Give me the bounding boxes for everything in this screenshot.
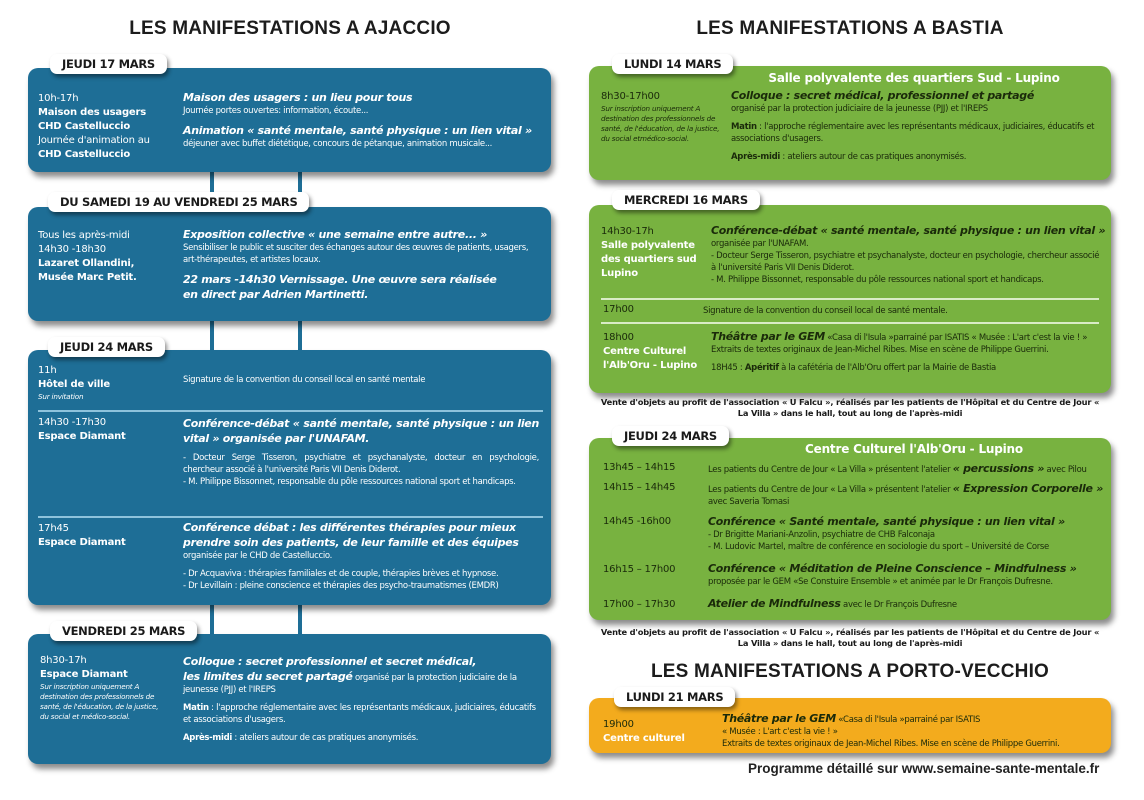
event-time: 17h00 – 17h30: [603, 599, 676, 610]
afternoon-desc: : ateliers autour de cas pratiques anonymisés.: [231, 733, 419, 743]
event-note: Sur inscription uniquement A destination des professionnels de santé, de l'éducation, de la justice, du social et médico-social.: [40, 682, 159, 721]
event-time-note: Tous les après-midi: [38, 230, 130, 241]
morning-desc: : l'approche réglementaire avec les représentants médicaux, judiciaires, éducatifs et associations d'usagers.: [731, 122, 1095, 144]
event-title: les limites du secret partagé: [183, 670, 353, 683]
event-details-right: [708, 461, 1108, 476]
event-details-left: [601, 225, 711, 281]
event-details-right: [711, 223, 1106, 286]
event-venue: Espace Diamant: [40, 669, 128, 680]
event-time: 17h00: [603, 304, 634, 315]
event-details-right: [708, 514, 1108, 553]
event-details-right: [183, 416, 539, 488]
morning-label: Matin: [183, 703, 209, 713]
event-note: Sur invitation: [38, 392, 84, 401]
event-desc: Les patients du Centre de Jour « La Villa » présentent l'atelier: [708, 465, 953, 475]
ajaccio-title: LES MANIFESTATIONS A AJACCIO: [129, 18, 451, 39]
event-speaker: - M. Ludovic Martel, maître de conférence en sociologie du sport – Université de Corse: [708, 542, 1049, 552]
afternoon-label: Après-midi: [731, 152, 780, 162]
date-tag: MERCREDI 16 MARS: [612, 190, 760, 210]
event-highlight: 22 mars -14h30 Vernissage. Une œuvre sera réalisée: [183, 273, 497, 286]
event-desc: Sensibiliser le public et susciter des échanges autour des œuvres de patients, usagers, art-thérapeutes, et artistes locaux.: [183, 243, 529, 265]
event-details-left: [38, 416, 178, 444]
event-speaker: - M. Philippe Bissonnet, responsable du pôle ressources national sport et handicaps.: [183, 477, 516, 487]
event-title: Conférence débat : les différentes thérapies pour mieux prendre soin des patients, de leur famille et des équipes: [183, 521, 519, 549]
event-time: 13h45 – 14h15: [603, 462, 676, 473]
event-speaker: - Dr Acquaviva : thérapies familiales et de couple, thérapies brèves et hypnose.: [183, 569, 499, 579]
event-desc: Les patients du Centre de Jour « La Villa » présentent l'atelier: [708, 485, 953, 495]
event-details-right: [183, 654, 543, 744]
date-tag: JEUDI 24 MARS: [48, 337, 165, 357]
aperitif-time: 18H45 :: [711, 363, 745, 373]
event-details-right: [708, 561, 1108, 588]
row-divider: [38, 516, 543, 518]
event-title: Colloque : secret professionnel et secret médical,: [183, 655, 477, 668]
event-speaker: - Dr Levillain : pleine conscience et thérapies des psycho-traumatismes (EMDR): [183, 581, 499, 591]
event-highlight: en direct par Adrien Martinetti.: [183, 288, 369, 301]
event-subtitle: « Musée : L'art c'est la vie ! »: [722, 727, 838, 737]
venue-title: Centre Culturel l'Alb'Oru - Lupino: [805, 442, 1023, 456]
event-title: Théâtre par le GEM: [711, 330, 825, 343]
event-venue: Espace Diamant: [38, 431, 126, 442]
event-time: 14h45 -16h00: [603, 516, 671, 527]
event-suffix: avec Saveria Tomasi: [708, 497, 790, 507]
event-desc: Extraits de textes originaux de Jean-Michel Ribes. Mise en scène de Philippe Guerrini.: [722, 739, 1060, 749]
event-title: Animation « santé mentale, santé physique : un lien vital »: [183, 124, 532, 137]
aperitif-desc: à la cafétéria de l'Alb'Oru offert par la Mairie de Bastia: [778, 363, 996, 373]
date-tag: DU SAMEDI 19 AU VENDREDI 25 MARS: [48, 192, 309, 212]
event-venue: Lazaret Ollandini,: [38, 258, 135, 269]
date-tag: LUNDI 14 MARS: [612, 54, 733, 74]
event-desc: Extraits de textes originaux de Jean-Michel Ribes. Mise en scène de Philippe Guerrini.: [711, 345, 1049, 355]
aperitif-label: Apéritif: [744, 363, 779, 373]
event-organizer: «Casa di l'Isula »parrainé par ISATIS « Musée : L'art c'est la vie ! »: [824, 333, 1088, 343]
event-extra: Journée d'animation au: [38, 135, 150, 146]
bastia-day-card: [589, 66, 1111, 180]
event-venue: Centre culturel: [603, 733, 685, 744]
event-title: Atelier de Mindfulness: [708, 597, 841, 610]
date-tag: JEUDI 24 MARS: [612, 426, 729, 446]
event-details-left: [40, 654, 180, 722]
bastia-day-card: [589, 205, 1111, 393]
event-time: 14h30 -18h30: [38, 244, 106, 255]
sale-note: Vente d'objets au profit de l'association « U Falcu », réalisés par les patients de l'Hôpital et du Centre de Jour « La Villa » dans le hall, tout au long de l'après-midi: [600, 627, 1100, 648]
event-title: Conférence « Méditation de Pleine Conscience – Mindfulness »: [708, 562, 1077, 575]
event-suffix: avec Pilou: [1044, 465, 1087, 475]
event-title: Colloque : secret médical, professionnel et partagé: [731, 89, 1034, 102]
event-details-left: [38, 364, 178, 402]
event-desc: organisée par l'UNAFAM.: [711, 239, 809, 249]
event-desc: Signature de la convention du conseil local de santé mentale.: [703, 306, 948, 316]
event-details-right: [183, 520, 543, 592]
bastia-title: LES MANIFESTATIONS A BASTIA: [696, 18, 1004, 39]
event-title: Théâtre par le GEM: [722, 712, 836, 725]
event-time: 8h30-17h00: [601, 91, 660, 102]
event-highlight: « Expression Corporelle »: [952, 482, 1104, 495]
event-details-right: [711, 329, 1106, 374]
afternoon-desc: : ateliers autour de cas pratiques anonymisés.: [779, 152, 967, 162]
event-desc: Journée portes ouvertes: information, écoute...: [183, 106, 369, 116]
event-desc: Signature de la convention du conseil local en santé mentale: [183, 375, 426, 385]
event-venue: Maison des usagers: [38, 107, 146, 118]
event-title: Maison des usagers : un lieu pour tous: [183, 91, 413, 104]
event-venue: CHD Castelluccio: [38, 149, 131, 160]
event-time: 14h30-17h: [601, 226, 654, 237]
event-title: Conférence « Santé mentale, santé physique : un lien vital »: [708, 515, 1065, 528]
event-highlight: « percussions »: [952, 462, 1045, 475]
event-suffix: proposée par le GEM «Se Constuire Ensemble » et animée par le Dr François Dufresne.: [708, 577, 1053, 587]
event-details-right: [708, 596, 1108, 611]
bastia-day-card: [589, 438, 1111, 620]
ajaccio-day-card: [28, 207, 551, 321]
row-divider: [601, 322, 1099, 324]
event-details-right: [722, 711, 1107, 750]
date-tag: JEUDI 17 MARS: [50, 54, 167, 74]
ajaccio-day-card: [28, 68, 551, 172]
event-details-right: [183, 227, 543, 302]
event-time: 11h: [38, 365, 57, 376]
event-venue: Salle polyvalente des quartiers sud Lupino: [601, 240, 697, 279]
afternoon-label: Après-midi: [183, 733, 232, 743]
event-speaker: - Docteur Serge Tisseron, psychiatre et psychanalyste, docteur en psychologie, chercheur associé à l'université Paris VII Denis Diderot.: [711, 251, 1100, 273]
event-note: Sur inscription uniquement A destination des professionnels de santé, de l'éducation, de la justice, du social etmédico-social.: [601, 104, 720, 143]
event-venue: Centre Culturel l'Alb'Oru - Lupino: [603, 346, 698, 371]
event-time: 8h30-17h: [40, 655, 87, 666]
event-venue: CHD Castelluccio: [38, 121, 131, 132]
event-details-right: [708, 481, 1108, 508]
event-venue: Musée Marc Petit.: [38, 272, 137, 283]
venue-title: Salle polyvalente des quartiers Sud - Lupino: [768, 71, 1060, 85]
date-tag: VENDREDI 25 MARS: [50, 621, 197, 641]
event-details-right: [183, 374, 543, 386]
ajaccio-day-card: [28, 634, 551, 764]
morning-desc: : l'approche réglementaire avec les représentants médicaux, judiciaires, éducatifs et associations d'usagers.: [183, 703, 536, 725]
morning-label: Matin: [731, 122, 757, 132]
event-time: 19h00: [603, 719, 634, 730]
porto-vecchio-title: LES MANIFESTATIONS A PORTO-VECCHIO: [650, 661, 1050, 682]
event-title: Conférence-débat « santé mentale, santé physique : un lien vital »: [711, 224, 1106, 237]
event-title: Exposition collective « une semaine entre autre... »: [183, 228, 487, 241]
sale-note: Vente d'objets au profit de l'association « U Falcu », réalisés par les patients de l'Hôpital et du Centre de Jour « La Villa » dans le hall, tout au long de l'après-midi: [600, 397, 1100, 418]
event-speaker: - Dr Brigitte Mariani-Anzolin, psychiatre de CHB Falconaja: [708, 530, 935, 540]
event-desc: déjeuner avec buffet diététique, concours de pétanque, animation musicale...: [183, 139, 493, 149]
event-time: 14h15 – 14h45: [603, 482, 676, 493]
event-details-left: [38, 229, 178, 285]
event-details-left: [38, 92, 178, 162]
event-details-right: [731, 88, 1106, 163]
event-details-left: [603, 331, 713, 373]
event-details-left: [603, 718, 713, 746]
event-desc: organisée par le CHD de Castelluccio.: [183, 551, 333, 561]
row-divider: [601, 298, 1099, 300]
event-time: 18h00: [603, 332, 634, 343]
event-time: 14h30 -17h30: [38, 417, 106, 428]
event-title: Conférence-débat « santé mentale, santé physique : un lien vital » organisée par l'UNAFAM.: [183, 417, 539, 445]
event-organizer: organisé par la protection judiciaire de la jeunesse (PJJ) et l'IREPS: [183, 673, 517, 695]
event-desc: organisé par la protection judiciaire de la jeunesse (PJJ) et l'IREPS: [731, 104, 988, 114]
footer-website[interactable]: Programme détaillé sur www.semaine-sante-mentale.fr: [748, 761, 1100, 776]
date-tag: LUNDI 21 MARS: [614, 687, 735, 707]
event-details-right: [183, 90, 543, 150]
ajaccio-day-card: [28, 350, 551, 605]
row-divider: [38, 410, 543, 412]
event-time: 16h15 – 17h00: [603, 564, 676, 575]
event-time: 17h45: [38, 523, 69, 534]
event-organizer: «Casa di l'Isula »parrainé par ISATIS: [835, 715, 981, 725]
event-venue: Espace Diamant: [38, 537, 126, 548]
event-speaker: - Docteur Serge Tisseron, psychiatre et psychanalyste, docteur en psychologie, chercheur associé à l'université Paris VII Denis Diderot.: [183, 453, 539, 475]
event-venue: Hôtel de ville: [38, 379, 110, 390]
event-suffix: avec le Dr François Dufresne: [840, 600, 957, 610]
event-details-left: [38, 522, 178, 550]
event-time: 10h-17h: [38, 93, 79, 104]
event-speaker: - M. Philippe Bissonnet, responsable du pôle ressources national sport et handicaps.: [711, 275, 1044, 285]
event-details-left: [601, 90, 726, 144]
